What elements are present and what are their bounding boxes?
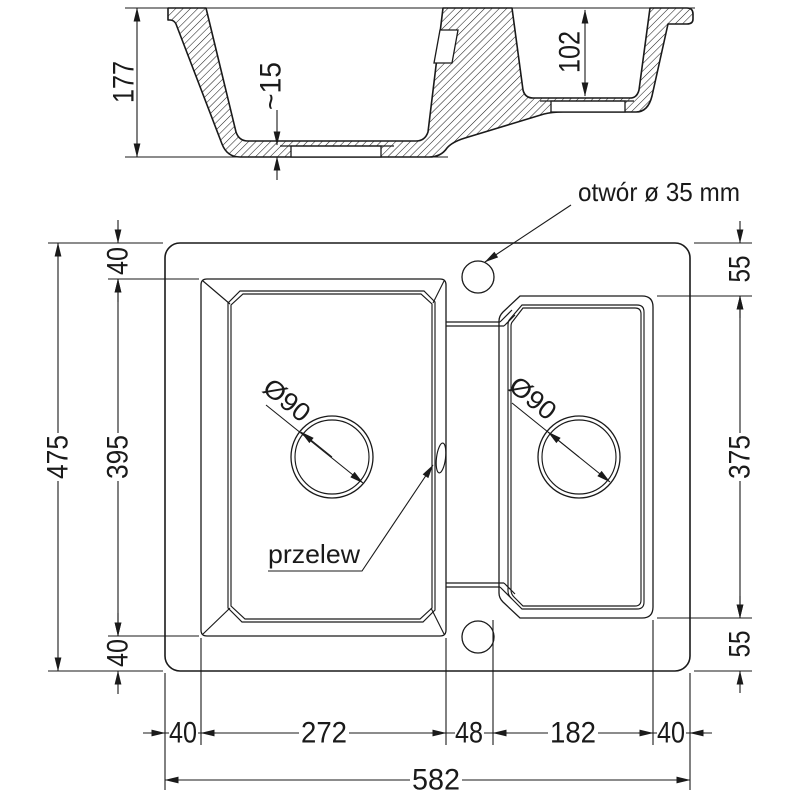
dim-text-582: 582 bbox=[412, 763, 460, 797]
second-tap-hole bbox=[462, 621, 494, 653]
small-bowl-drain-recess bbox=[551, 101, 625, 112]
section-material-profile bbox=[168, 8, 693, 157]
faucet-hole bbox=[462, 261, 494, 293]
dim-text-40-top: 40 bbox=[101, 241, 135, 275]
small-bowl bbox=[499, 296, 653, 618]
main-bowl-bevel-tr bbox=[433, 281, 444, 303]
dim-text-55-top: 55 bbox=[723, 249, 757, 283]
dim-text-55-bottom: 55 bbox=[723, 624, 757, 658]
overflow-label: przelew bbox=[268, 539, 361, 569]
plan-view bbox=[165, 177, 740, 671]
dim-text-48: 48 bbox=[455, 716, 483, 750]
dim-text-102: 102 bbox=[553, 22, 587, 73]
dim-text-40-bottom-left-side: 40 bbox=[101, 633, 135, 667]
dim-depth-main bbox=[108, 8, 141, 157]
small-bowl-rim-outer bbox=[499, 296, 653, 618]
dim-text-475: 475 bbox=[41, 428, 75, 479]
dim-text-182: 182 bbox=[550, 716, 596, 750]
main-bowl-drain-recess bbox=[291, 146, 381, 157]
dim-depth-small bbox=[554, 10, 587, 96]
dim-text-40-bottom-right: 40 bbox=[657, 716, 685, 750]
faucet-hole-callout bbox=[485, 177, 740, 262]
drain-left-label: Ø90 bbox=[257, 371, 315, 427]
main-bowl-rim-outer bbox=[201, 279, 446, 636]
faucet-hole-label: otwór ø 35 mm bbox=[578, 177, 740, 207]
dims-bottom bbox=[143, 620, 712, 797]
main-bowl-bevel-tl bbox=[203, 281, 230, 304]
dim-text-272: 272 bbox=[301, 716, 347, 750]
dim-text-375: 375 bbox=[723, 428, 757, 479]
small-bowl-rim-inner1 bbox=[508, 305, 644, 609]
dim-drain-right bbox=[503, 370, 610, 482]
dims-right bbox=[657, 221, 757, 693]
main-bowl bbox=[201, 279, 446, 636]
dim-text-15: ~15 bbox=[254, 59, 288, 110]
divider-ledge bbox=[446, 310, 515, 599]
dim-bottom-thickness bbox=[254, 59, 288, 180]
dim-text-40-bottom-left: 40 bbox=[169, 716, 197, 750]
sink-outer-contour bbox=[165, 243, 690, 671]
drain-right-label: Ø90 bbox=[503, 369, 561, 425]
dim-text-395: 395 bbox=[101, 428, 135, 479]
dims-left bbox=[42, 220, 200, 694]
cross-section-view bbox=[108, 8, 696, 180]
main-bowl-bevel-br bbox=[431, 608, 444, 634]
small-bowl-rim-inner2 bbox=[511, 308, 641, 606]
dim-text-177: 177 bbox=[107, 52, 141, 103]
overflow-callout bbox=[268, 465, 433, 571]
main-bowl-bevel-bl bbox=[203, 608, 230, 634]
